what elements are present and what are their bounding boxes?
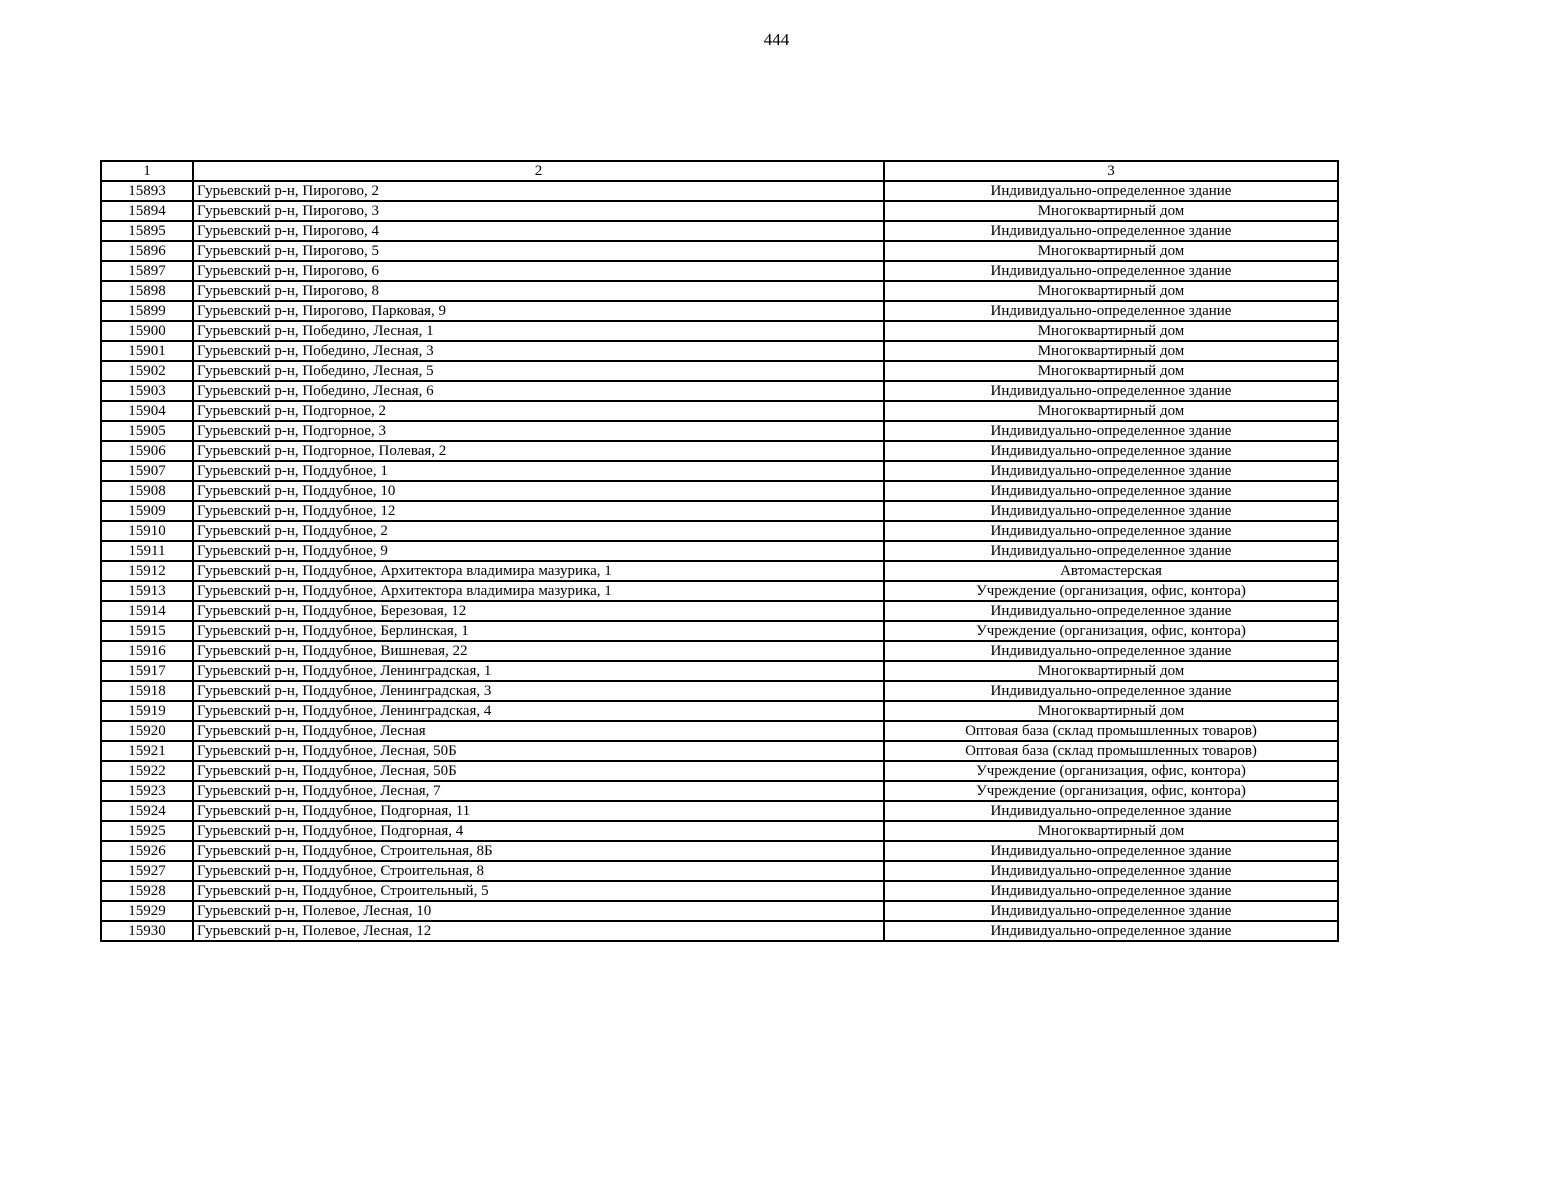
- address-cell: Гурьевский р-н, Подгорное, 3: [193, 421, 884, 441]
- row-number-cell: 15926: [101, 841, 193, 861]
- row-number-cell: 15919: [101, 701, 193, 721]
- building-type-cell: Учреждение (организация, офис, контора): [884, 761, 1338, 781]
- address-cell: Гурьевский р-н, Пирогово, Парковая, 9: [193, 301, 884, 321]
- address-cell: Гурьевский р-н, Поддубное, Подгорная, 4: [193, 821, 884, 841]
- table-row: [101, 581, 1338, 601]
- building-type-cell: Индивидуально-определенное здание: [884, 261, 1338, 281]
- building-type-cell: Многоквартирный дом: [884, 401, 1338, 421]
- building-type-cell: Учреждение (организация, офис, контора): [884, 621, 1338, 641]
- row-number-cell: 15923: [101, 781, 193, 801]
- address-cell: Гурьевский р-н, Пирогово, 8: [193, 281, 884, 301]
- table-row: [101, 621, 1338, 641]
- address-cell: Гурьевский р-н, Полевое, Лесная, 12: [193, 921, 884, 941]
- address-cell: Гурьевский р-н, Пирогово, 3: [193, 201, 884, 221]
- row-number-cell: 15922: [101, 761, 193, 781]
- row-number-cell: 15927: [101, 861, 193, 881]
- building-type-cell: Многоквартирный дом: [884, 821, 1338, 841]
- row-number-cell: 15907: [101, 461, 193, 481]
- address-cell: Гурьевский р-н, Поддубное, Ленинградская, 4: [193, 701, 884, 721]
- address-cell: Гурьевский р-н, Победино, Лесная, 1: [193, 321, 884, 341]
- building-type-cell: Индивидуально-определенное здание: [884, 221, 1338, 241]
- building-type-cell: Многоквартирный дом: [884, 661, 1338, 681]
- row-number-cell: 15895: [101, 221, 193, 241]
- address-cell: Гурьевский р-н, Поддубное, 1: [193, 461, 884, 481]
- address-cell: Гурьевский р-н, Поддубное, 10: [193, 481, 884, 501]
- building-type-cell: Многоквартирный дом: [884, 701, 1338, 721]
- column-header-1: 1: [101, 161, 193, 181]
- table-row: [101, 701, 1338, 721]
- table-row: [101, 321, 1338, 341]
- building-type-cell: Многоквартирный дом: [884, 341, 1338, 361]
- table-row: [101, 761, 1338, 781]
- building-type-cell: Оптовая база (склад промышленных товаров): [884, 741, 1338, 761]
- table-row: [101, 221, 1338, 241]
- table-row: [101, 741, 1338, 761]
- address-cell: Гурьевский р-н, Победино, Лесная, 3: [193, 341, 884, 361]
- table-row: [101, 401, 1338, 421]
- row-number-cell: 15908: [101, 481, 193, 501]
- row-number-cell: 15910: [101, 521, 193, 541]
- building-type-cell: Индивидуально-определенное здание: [884, 541, 1338, 561]
- address-cell: Гурьевский р-н, Поддубное, Березовая, 12: [193, 601, 884, 621]
- row-number-cell: 15915: [101, 621, 193, 641]
- row-number-cell: 15920: [101, 721, 193, 741]
- table-row: [101, 481, 1338, 501]
- row-number-cell: 15912: [101, 561, 193, 581]
- table-row: [101, 241, 1338, 261]
- row-number-cell: 15911: [101, 541, 193, 561]
- table-row: [101, 541, 1338, 561]
- building-type-cell: Индивидуально-определенное здание: [884, 921, 1338, 941]
- building-type-cell: Индивидуально-определенное здание: [884, 381, 1338, 401]
- building-type-cell: Учреждение (организация, офис, контора): [884, 581, 1338, 601]
- address-cell: Гурьевский р-н, Поддубное, Лесная, 50Б: [193, 741, 884, 761]
- table-row: [101, 461, 1338, 481]
- address-cell: Гурьевский р-н, Поддубное, Лесная, 7: [193, 781, 884, 801]
- table-row: [101, 281, 1338, 301]
- building-type-cell: Учреждение (организация, офис, контора): [884, 781, 1338, 801]
- table-row: [101, 561, 1338, 581]
- building-type-cell: Многоквартирный дом: [884, 241, 1338, 261]
- row-number-cell: 15930: [101, 921, 193, 941]
- table-row: [101, 681, 1338, 701]
- row-number-cell: 15921: [101, 741, 193, 761]
- table-row: [101, 301, 1338, 321]
- table-body: [101, 181, 1338, 941]
- address-cell: Гурьевский р-н, Подгорное, 2: [193, 401, 884, 421]
- table-row: [101, 361, 1338, 381]
- building-type-cell: Многоквартирный дом: [884, 321, 1338, 341]
- building-type-cell: Индивидуально-определенное здание: [884, 881, 1338, 901]
- row-number-cell: 15906: [101, 441, 193, 461]
- table-row: [101, 501, 1338, 521]
- table-row: [101, 441, 1338, 461]
- building-type-cell: Индивидуально-определенное здание: [884, 481, 1338, 501]
- table-header-row: [101, 161, 1338, 181]
- address-cell: Гурьевский р-н, Пирогово, 2: [193, 181, 884, 201]
- row-number-cell: 15909: [101, 501, 193, 521]
- address-cell: Гурьевский р-н, Поддубное, 2: [193, 521, 884, 541]
- table-row: [101, 181, 1338, 201]
- row-number-cell: 15893: [101, 181, 193, 201]
- row-number-cell: 15903: [101, 381, 193, 401]
- table-row: [101, 521, 1338, 541]
- table-row: [101, 881, 1338, 901]
- address-cell: Гурьевский р-н, Победино, Лесная, 6: [193, 381, 884, 401]
- building-type-cell: Индивидуально-определенное здание: [884, 521, 1338, 541]
- address-cell: Гурьевский р-н, Поддубное, Берлинская, 1: [193, 621, 884, 641]
- row-number-cell: 15904: [101, 401, 193, 421]
- address-cell: Гурьевский р-н, Подгорное, Полевая, 2: [193, 441, 884, 461]
- page-number: 444: [763, 30, 790, 49]
- column-header-3: 3: [884, 161, 1338, 181]
- table-row: [101, 721, 1338, 741]
- row-number-cell: 15901: [101, 341, 193, 361]
- building-type-cell: Индивидуально-определенное здание: [884, 681, 1338, 701]
- address-cell: Гурьевский р-н, Пирогово, 6: [193, 261, 884, 281]
- table-row: [101, 821, 1338, 841]
- address-cell: Гурьевский р-н, Поддубное, Архитектора владимира мазурика, 1: [193, 581, 884, 601]
- building-type-cell: Индивидуально-определенное здание: [884, 301, 1338, 321]
- address-cell: Гурьевский р-н, Поддубное, Подгорная, 11: [193, 801, 884, 821]
- building-type-cell: Индивидуально-определенное здание: [884, 421, 1338, 441]
- building-type-cell: Многоквартирный дом: [884, 201, 1338, 221]
- table-row: [101, 861, 1338, 881]
- building-type-cell: Многоквартирный дом: [884, 281, 1338, 301]
- address-cell: Гурьевский р-н, Поддубное, 9: [193, 541, 884, 561]
- table-row: [101, 381, 1338, 401]
- building-type-cell: Индивидуально-определенное здание: [884, 181, 1338, 201]
- address-cell: Гурьевский р-н, Поддубное, Строительный, 5: [193, 881, 884, 901]
- row-number-cell: 15899: [101, 301, 193, 321]
- building-type-cell: Индивидуально-определенное здание: [884, 801, 1338, 821]
- building-type-cell: Оптовая база (склад промышленных товаров): [884, 721, 1338, 741]
- building-type-cell: Индивидуально-определенное здание: [884, 901, 1338, 921]
- table-row: [101, 841, 1338, 861]
- row-number-cell: 15925: [101, 821, 193, 841]
- building-type-cell: Индивидуально-определенное здание: [884, 601, 1338, 621]
- row-number-cell: 15929: [101, 901, 193, 921]
- row-number-cell: 15905: [101, 421, 193, 441]
- building-type-cell: Автомастерская: [884, 561, 1338, 581]
- row-number-cell: 15897: [101, 261, 193, 281]
- table-row: [101, 601, 1338, 621]
- building-type-cell: Индивидуально-определенное здание: [884, 441, 1338, 461]
- row-number-cell: 15900: [101, 321, 193, 341]
- table-row: [101, 201, 1338, 221]
- address-cell: Гурьевский р-н, Поддубное, Вишневая, 22: [193, 641, 884, 661]
- row-number-cell: 15896: [101, 241, 193, 261]
- row-number-cell: 15918: [101, 681, 193, 701]
- row-number-cell: 15924: [101, 801, 193, 821]
- row-number-cell: 15913: [101, 581, 193, 601]
- address-cell: Гурьевский р-н, Поддубное, Ленинградская, 1: [193, 661, 884, 681]
- address-cell: Гурьевский р-н, Пирогово, 5: [193, 241, 884, 261]
- building-type-cell: Многоквартирный дом: [884, 361, 1338, 381]
- address-cell: Гурьевский р-н, Пирогово, 4: [193, 221, 884, 241]
- table-row: [101, 661, 1338, 681]
- table-row: [101, 261, 1338, 281]
- building-type-cell: Индивидуально-определенное здание: [884, 461, 1338, 481]
- table-row: [101, 901, 1338, 921]
- row-number-cell: 15898: [101, 281, 193, 301]
- address-cell: Гурьевский р-н, Победино, Лесная, 5: [193, 361, 884, 381]
- row-number-cell: 15902: [101, 361, 193, 381]
- table-row: [101, 641, 1338, 661]
- address-cell: Гурьевский р-н, Поддубное, Лесная: [193, 721, 884, 741]
- address-cell: Гурьевский р-н, Поддубное, Строительная, 8: [193, 861, 884, 881]
- registry-table: [100, 160, 1339, 942]
- address-cell: Гурьевский р-н, Поддубное, Лесная, 50Б: [193, 761, 884, 781]
- building-type-cell: Индивидуально-определенное здание: [884, 861, 1338, 881]
- table-row: [101, 341, 1338, 361]
- building-type-cell: Индивидуально-определенное здание: [884, 641, 1338, 661]
- building-type-cell: Индивидуально-определенное здание: [884, 501, 1338, 521]
- row-number-cell: 15916: [101, 641, 193, 661]
- row-number-cell: 15917: [101, 661, 193, 681]
- address-cell: Гурьевский р-н, Поддубное, 12: [193, 501, 884, 521]
- table-row: [101, 921, 1338, 941]
- column-header-2: 2: [193, 161, 884, 181]
- table-row: [101, 421, 1338, 441]
- building-type-cell: Индивидуально-определенное здание: [884, 841, 1338, 861]
- address-cell: Гурьевский р-н, Полевое, Лесная, 10: [193, 901, 884, 921]
- row-number-cell: 15928: [101, 881, 193, 901]
- table-row: [101, 801, 1338, 821]
- address-cell: Гурьевский р-н, Поддубное, Архитектора владимира мазурика, 1: [193, 561, 884, 581]
- address-cell: Гурьевский р-н, Поддубное, Строительная, 8Б: [193, 841, 884, 861]
- address-cell: Гурьевский р-н, Поддубное, Ленинградская, 3: [193, 681, 884, 701]
- row-number-cell: 15914: [101, 601, 193, 621]
- table-row: [101, 781, 1338, 801]
- row-number-cell: 15894: [101, 201, 193, 221]
